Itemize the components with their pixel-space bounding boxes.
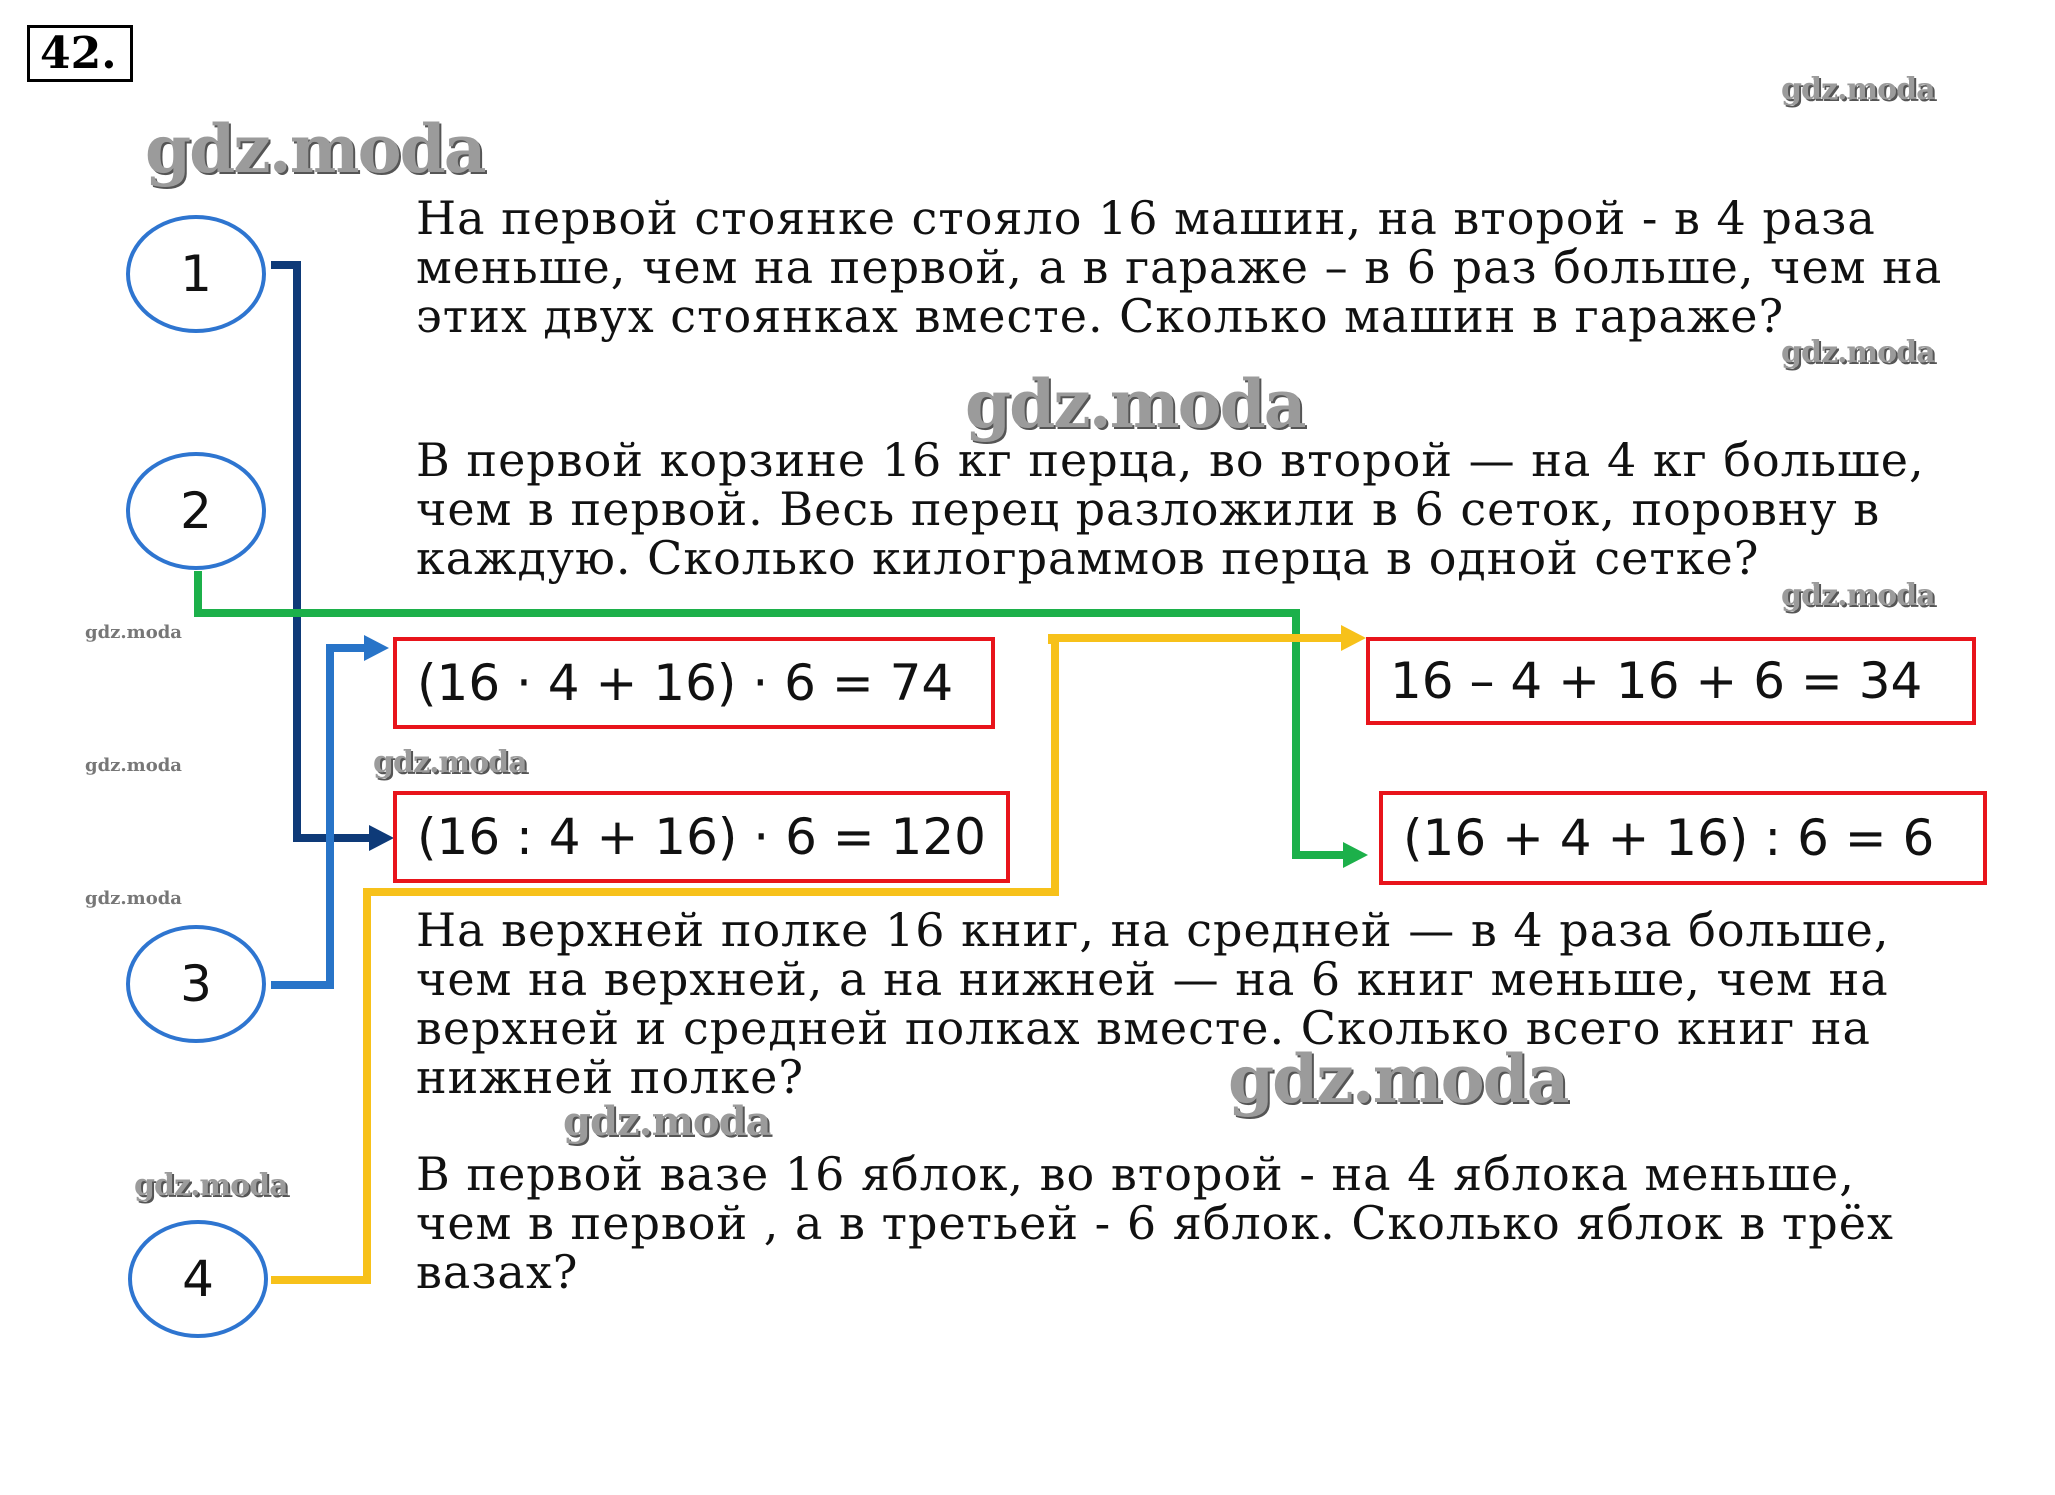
expression-box-right-bottom: (16 + 4 + 16) : 6 = 6 bbox=[1379, 791, 1987, 885]
link-2-arrowhead bbox=[1343, 842, 1368, 868]
watermark: gdz.moda bbox=[373, 745, 527, 780]
watermark: gdz.moda bbox=[1781, 72, 1935, 107]
circle-3: 3 bbox=[126, 925, 266, 1043]
problem-line: нижней полке? bbox=[416, 1050, 805, 1104]
expression-box-left-top: (16 · 4 + 16) · 6 = 74 bbox=[393, 637, 995, 729]
watermark: gdz.moda bbox=[85, 888, 182, 909]
link-3-arrowhead bbox=[364, 635, 389, 661]
link-1-arrowhead bbox=[369, 825, 394, 851]
circle-2: 2 bbox=[126, 452, 266, 570]
link-1-line bbox=[271, 265, 380, 838]
watermark: gdz.moda bbox=[1228, 1040, 1568, 1118]
problem-line: На первой стоянке стояло 16 машин, на второй - в 4 раза bbox=[416, 191, 1876, 245]
problem-line: каждую. Сколько килограммов перца в одной сетке? bbox=[416, 531, 1760, 585]
link-3-line bbox=[271, 648, 364, 985]
watermark: gdz.moda bbox=[965, 365, 1305, 443]
expression-box-left-bottom: (16 : 4 + 16) · 6 = 120 bbox=[393, 791, 1010, 883]
link-4-line bbox=[271, 638, 1345, 1280]
watermark: gdz.moda bbox=[1781, 335, 1935, 370]
watermark: gdz.moda bbox=[563, 1098, 771, 1145]
problem-line: вазах? bbox=[416, 1245, 579, 1299]
problem-line: В первой корзине 16 кг перца, во второй — на 4 кг больше, bbox=[416, 433, 1925, 487]
problem-line: меньше, чем на первой, а в гараже – в 6 раз больше, чем на bbox=[416, 240, 1943, 294]
watermark: gdz.moda bbox=[85, 622, 182, 643]
circle-4: 4 bbox=[128, 1220, 268, 1338]
problem-line: верхней и средней полках вместе. Сколько всего книг на bbox=[416, 1001, 1871, 1055]
watermark: gdz.moda bbox=[85, 755, 182, 776]
circle-1: 1 bbox=[126, 215, 266, 333]
watermark: gdz.moda bbox=[1781, 578, 1935, 613]
problem-line: чем на верхней, а на нижней — на 6 книг меньше, чем на bbox=[416, 952, 1889, 1006]
link-4-arrowhead bbox=[1341, 625, 1366, 651]
problem-line: В первой вазе 16 яблок, во второй - на 4 яблока меньше, bbox=[416, 1147, 1855, 1201]
watermark: gdz.moda bbox=[134, 1168, 288, 1203]
problem-line: чем в первой. Весь перец разложили в 6 сеток, поровну в bbox=[416, 482, 1881, 536]
watermark: gdz.moda bbox=[145, 110, 485, 188]
expression-box-right-top: 16 – 4 + 16 + 6 = 34 bbox=[1366, 637, 1976, 725]
task-number: 42. bbox=[27, 25, 133, 82]
problem-line: чем в первой , а в третьей - 6 яблок. Сколько яблок в трёх bbox=[416, 1196, 1894, 1250]
problem-line: На верхней полке 16 книг, на средней — в 4 раза больше, bbox=[416, 903, 1890, 957]
problem-line: этих двух стоянках вместе. Сколько машин в гараже? bbox=[416, 289, 1785, 343]
